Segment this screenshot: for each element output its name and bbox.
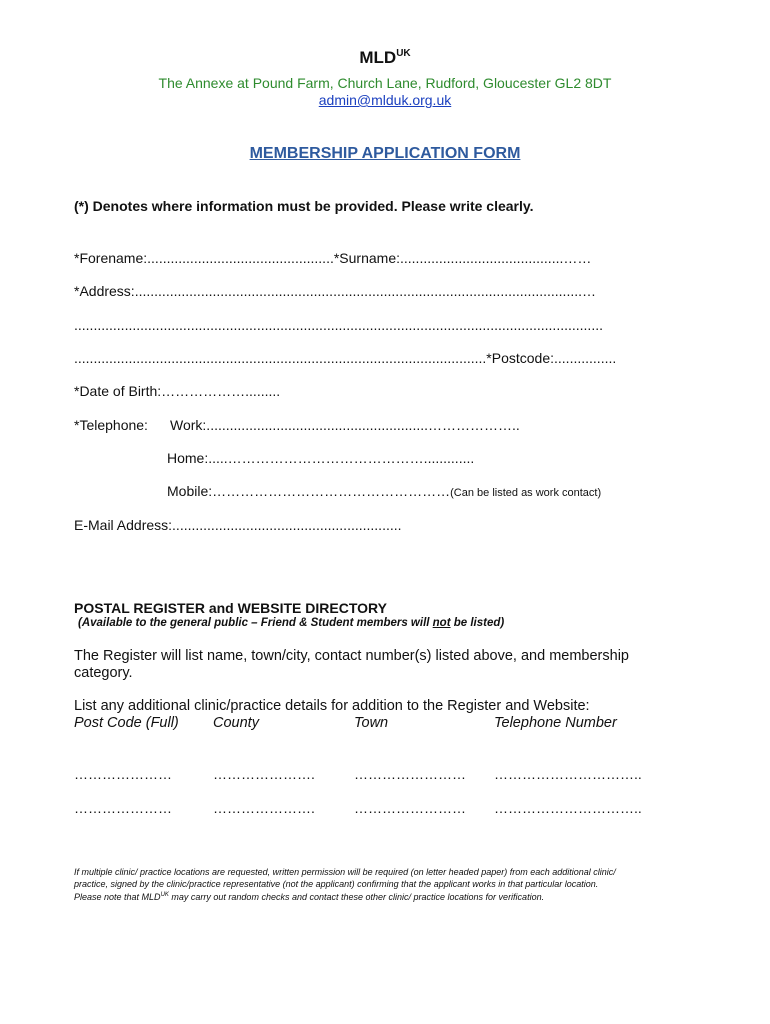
- column-header-town: Town: [354, 715, 389, 731]
- footer-note: [74, 867, 616, 904]
- mobile-dots: Mobile:……………………………………………: [167, 483, 451, 499]
- practice-row-2-county[interactable]: ………………….: [213, 800, 315, 816]
- column-header-county: County: [213, 715, 259, 731]
- org-address: The Annexe at Pound Farm, Church Lane, Rudford, Gloucester GL2 8DT: [158, 75, 612, 91]
- email-link[interactable]: admin@mlduk.org.uk: [318, 92, 452, 108]
- dob-field[interactable]: *Date of Birth:……………….........: [74, 383, 281, 399]
- telephone-label: *Telephone:: [74, 417, 148, 433]
- column-header-postcode: Post Code (Full): [74, 715, 179, 731]
- footer-line-2: practice, signed by the clinic/practice representative (not the applicant) confirming that the applicant works in that particular location.: [74, 878, 599, 889]
- address-postcode-field[interactable]: ..........................................................................................................*Postcode:................: [74, 350, 617, 366]
- practice-row-2-telephone[interactable]: …………………………..: [494, 800, 642, 816]
- practice-row-2-town[interactable]: ……………………: [354, 800, 466, 816]
- required-note: (*) Denotes where information must be provided. Please write clearly.: [74, 198, 534, 214]
- practice-row-2-postcode[interactable]: …………………: [74, 800, 172, 816]
- footer-line-3: Please note that $MLD^{UK}$ may carry out random checks and contact these other clinic/ practice locations for verification.: [74, 892, 545, 902]
- register-para-line-2: category.: [74, 665, 133, 681]
- register-note: (Available to the general public – Friend & Student members will not be listed): [78, 617, 505, 629]
- email-address-field[interactable]: E-Mail Address:...........................................................: [74, 517, 402, 533]
- mobile-note: (Can be listed as work contact): [450, 487, 602, 499]
- form-title: MEMBERSHIP APPLICATION FORM: [249, 145, 521, 162]
- forename-surname-field[interactable]: *Forename:................................................*Surname:..........................................……: [74, 250, 592, 266]
- address-field-line-2[interactable]: ........................................................................................................................................: [74, 317, 603, 333]
- additional-practice-intro: List any additional clinic/practice details for addition to the Register and Website:: [74, 698, 590, 714]
- org-email: [0, 92, 770, 108]
- practice-row-1-town[interactable]: ……………………: [354, 766, 466, 782]
- telephone-work-field[interactable]: Work:.........................................................………………..: [170, 417, 520, 433]
- address-field-line-1[interactable]: *Address:...................................................................................................................…: [74, 283, 597, 299]
- org-name: $MLD^{UK}$: [359, 48, 411, 67]
- practice-row-1-postcode[interactable]: …………………: [74, 766, 172, 782]
- practice-row-1-telephone[interactable]: …………………………..: [494, 766, 642, 782]
- footer-line-1: If multiple clinic/ practice locations are requested, written permission will be required (on letter headed paper) from each additional clinic/: [74, 867, 616, 877]
- register-para-line-1: The Register will list name, town/city, contact number(s) listed above, and membership: [74, 648, 629, 664]
- telephone-home-field[interactable]: Home:.....…………………………………….............: [167, 450, 475, 466]
- register-heading: POSTAL REGISTER and WEBSITE DIRECTORY: [74, 600, 387, 616]
- practice-row-1-county[interactable]: ………………….: [213, 766, 315, 782]
- column-header-telephone: Telephone Number: [494, 715, 617, 731]
- telephone-mobile-field[interactable]: [167, 483, 601, 499]
